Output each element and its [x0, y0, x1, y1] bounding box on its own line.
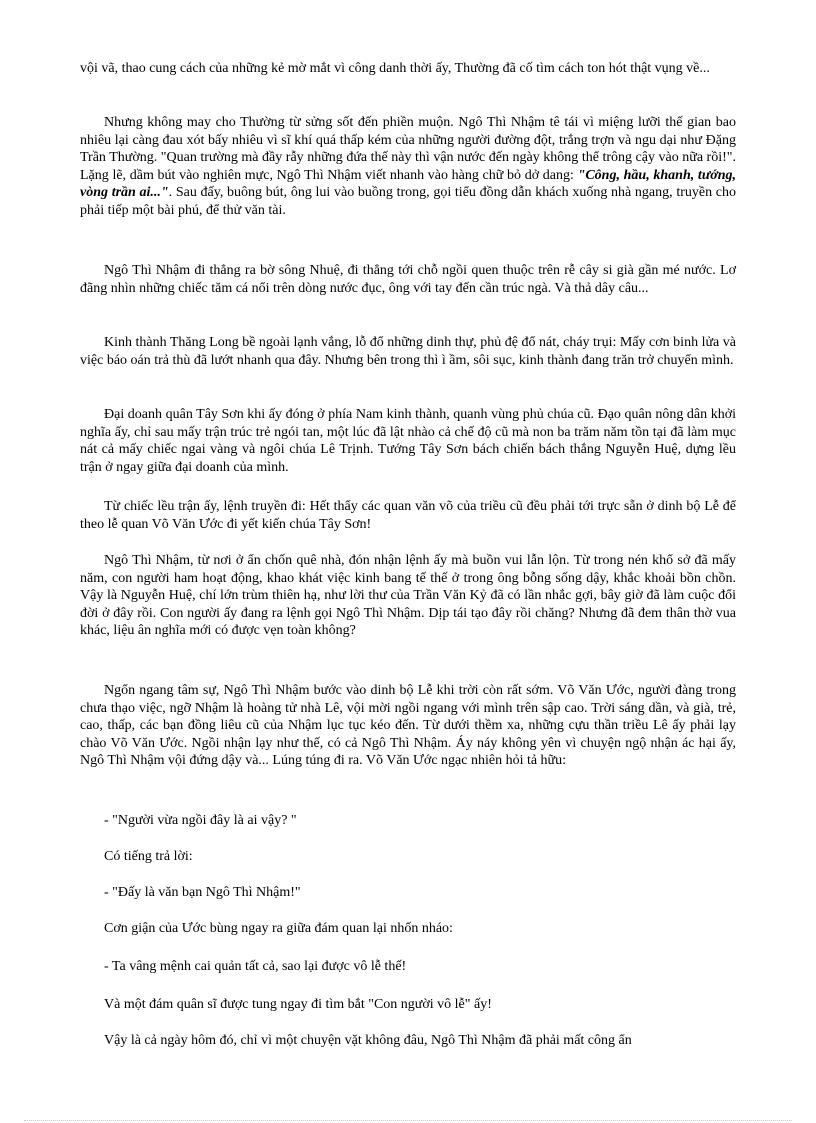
paragraph-2-text: Nhưng không may cho Thường từ sửng sốt đến phiền muộn. Ngô Thì Nhậm tê tái vì miệng lưỡi thế gian bao nhiêu lại càng đau xót bấy nhiêu vì sĩ khí quá thấp kém của những người đường đột, trắng trợn và ngu dại như Đặng Trần Thường. "Quan trường mà đầy rẫy những đứa thế này thì vận nước đến ngày không thể trông cậy vào nữa rồi!". Lặng lẽ, dầm bút vào nghiên mực, Ngô Thì Nhậm viết nhanh vào hàng chữ bỏ dở dang:	[80, 115, 736, 183]
paragraph-2-emphasis: "Công, hầu, khanh, tướng, vòng trần ai..."	[80, 167, 737, 201]
page-bottom-divider	[24, 1120, 792, 1121]
dialogue-line-2-text: Có tiếng trả lời:	[104, 849, 193, 864]
dialogue-line-4-text: Cơn giận của Ước bùng ngay ra giữa đám quan lại nhốn nháo:	[104, 921, 453, 936]
paragraph-1	[80, 60, 736, 78]
dialogue-line-3	[104, 884, 736, 902]
paragraph-1-text: vội vã, thao cung cách của những kẻ mờ mắt vì công danh thời ấy, Thường đã cố tìm cách ton hót thật vụng về...	[80, 61, 710, 76]
dialogue-line-6	[104, 996, 736, 1014]
paragraph-7	[80, 552, 736, 640]
dialogue-line-5	[104, 958, 736, 976]
paragraph-6-text: Từ chiếc lều trận ấy, lệnh truyền đi: Hết thẩy các quan văn võ của triều cũ đều phải tới trực sẵn ở dinh bộ Lễ để theo lễ quan Võ Văn Ước đi yết kiến chúa Tây Sơn!	[80, 499, 736, 532]
paragraph-5-text: Đại doanh quân Tây Sơn khi ấy đóng ở phía Nam kinh thành, quanh vùng phủ chúa cũ. Đạo quân nông dân khởi nghĩa ấy, chỉ sau mấy trận trúc trẻ ngói tan, một lúc đã lật nhào cả chế độ cũ mà non ba trăm năm tồn tại đã làm mục nát cả mấy chiếc ngai vàng và ngôi chúa Lê Trịnh. Tướng Tây Sơn bách chiến bách thắng Nguyễn Huệ, dựng lều trận ở ngay giữa đại doanh của mình.	[80, 407, 736, 475]
paragraph-4	[80, 334, 736, 369]
dialogue-line-3-text: - "Đấy là văn bạn Ngô Thì Nhậm!"	[104, 885, 301, 900]
paragraph-last	[104, 1032, 736, 1050]
dialogue-line-1-text: - "Người vừa ngồi đây là ai vậy? "	[104, 813, 297, 828]
paragraph-last-text: Vậy là cả ngày hôm đó, chỉ vì một chuyện vặt không đâu, Ngô Thì Nhậm đã phải mất công ẩn	[104, 1033, 632, 1048]
dialogue-line-6-text: Và một đám quân sĩ được tung ngay đi tìm bắt "Con người vô lễ" ấy!	[104, 997, 492, 1012]
paragraph-3	[80, 262, 736, 297]
paragraph-8-text: Ngổn ngang tâm sự, Ngô Thì Nhậm bước vào dinh bộ Lễ khi trời còn rất sớm. Võ Văn Ước, người đàng trong chưa thạo việc, ngỡ Nhậm là hoàng tử nhà Lê, vội mời ngồi ngang với mình trên sập cao. Trời sáng dần, và già, trẻ, cao, thấp, các bạn đồng liêu cũ của Nhậm lục tục kéo đến. Từ dưới thềm xa, những cựu thần triều Lê ấy phải lạy chào Võ Văn Ước. Ngồi nhận lạy như thế, có cả Ngô Thì Nhậm. Áy náy không yên vì chuyện ngộ nhận ác hại ấy, Ngô Thì Nhậm vội đứng dậy và... Lúng túng đi ra. Võ Văn Ước ngạc nhiên hỏi tả hữu:	[80, 683, 736, 769]
paragraph-6	[80, 498, 736, 533]
paragraph-5	[80, 406, 736, 476]
dialogue-line-1	[104, 812, 736, 830]
dialogue-line-4	[104, 920, 736, 938]
paragraph-8	[80, 682, 736, 770]
paragraph-2	[80, 114, 736, 220]
paragraph-2-tail: . Sau đấy, buông bút, ông lui vào buồng trong, gọi tiểu đồng dẫn khách xuống nhà ngang, truyền cho phải tiếp một bài phú, để thử văn tài.	[80, 185, 736, 218]
paragraph-7-text: Ngô Thì Nhậm, từ nơi ở ẩn chốn quê nhà, đón nhận lệnh ấy mà buồn vui lẫn lộn. Từ trong nén khổ sở đã mấy năm, con người ham hoạt động, khao khát việc kinh bang tế thế ở trong ông bỗng sống dậy, khắc khoải bồn chồn. Vậy là Nguyễn Huệ, chí lớn trùm thiên hạ, như lời thư của Trần Văn Kỷ đã có lần nhắc gợi, bây giờ đã làm cuộc đổi đời ở đây rồi. Con người ấy đang ra lệnh gọi Ngô Thì Nhậm. Dịp tái tạo đây rồi chăng? Nhưng đã đem thân thờ vua khác, liệu ân nghĩa mới có được vẹn toàn không?	[80, 553, 736, 639]
dialogue-line-2	[104, 848, 736, 866]
paragraph-4-text: Kinh thành Thăng Long bề ngoài lạnh vắng, lỗ đổ những dinh thự, phủ đệ đổ nát, cháy trụi: Mấy cơn binh lửa và việc báo oán trả thù đã lướt nhanh qua đây. Nhưng bên trong thì ì ầm, sôi sục, kinh thành đang trăn trở chuyển mình.	[80, 335, 736, 368]
paragraph-3-text: Ngô Thì Nhậm đi thẳng ra bờ sông Nhuệ, đi thẳng tới chỗ ngồi quen thuộc trên rễ cây si già gần mé nước. Lơ đãng nhìn những chiếc tăm cá nổi trên dòng nước đục, ông với tay đến cần trúc ngà. Và thả dây câu...	[80, 263, 736, 296]
dialogue-line-5-text: - Ta vâng mệnh cai quản tất cả, sao lại được vô lễ thế!	[104, 959, 407, 974]
